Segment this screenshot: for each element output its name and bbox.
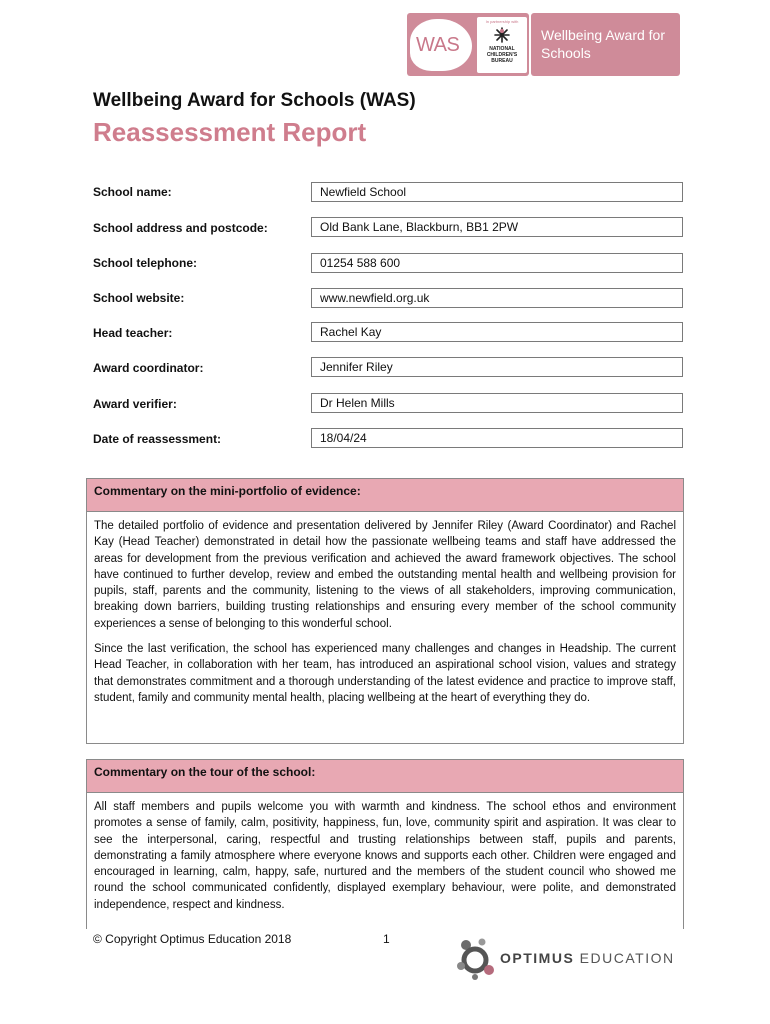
document-subtitle: Reassessment Report: [93, 117, 367, 147]
school-tour-commentary-section: [86, 759, 684, 929]
school-address-label: School address and postcode:: [93, 221, 268, 235]
school-website-field: www.newfield.org.uk: [311, 288, 683, 308]
award-verifier-field: Dr Helen Mills: [311, 393, 683, 413]
copyright-notice: © Copyright Optimus Education 2018: [93, 932, 292, 946]
partner-name: NATIONAL CHILDREN'S BUREAU: [486, 46, 518, 64]
reassessment-date-label: Date of reassessment:: [93, 432, 222, 446]
portfolio-commentary-paragraph: Since the last verification, the school has experienced many challenges and changes in Headship. The current Head Teacher, in collaboration with her team, has introduced an aspirational school vision, values and strategy that demonstrates commitment and a thorough understanding of the latest evidence and practice to improve staff, student, family and community mental health, placing wellbeing at the heart of everything they do.: [94, 643, 676, 704]
head-teacher-label: Head teacher:: [93, 326, 173, 340]
wellbeing-award-logo: [531, 13, 680, 76]
portfolio-commentary-body: [87, 512, 683, 706]
school-website-label: School website:: [93, 291, 185, 305]
ncb-partner-logo: [477, 17, 527, 73]
school-name-label: School name:: [93, 185, 172, 199]
award-verifier-label: Award verifier:: [93, 397, 177, 411]
optimus-wordmark-rest: EDUCATION: [579, 950, 675, 966]
was-logo-text: WAS: [416, 34, 460, 56]
portfolio-commentary-paragraph: The detailed portfolio of evidence and presentation delivered by Jennifer Riley (Award Coordinator) and Rachel Kay (Head Teacher) demonstrated in detail how the passionate wellbeing teams and staff have addressed the areas for development from the previous verification and achieved the award framework objectives. The school have continued to further develop, review and embed the outstanding mental health and wellbeing provision for pupils, staff, parents and the community, listening to the views of all stakeholders, improving communication, breaking down barriers, building trusting relationships and ensuring every member of the school community experiences a sense of belonging to this wonderful school.: [94, 520, 676, 630]
award-coordinator-label: Award coordinator:: [93, 361, 204, 375]
award-logo-title: Wellbeing Award for Schools: [541, 27, 665, 61]
optimus-logo-icon: [455, 936, 499, 982]
optimus-education-wordmark: [500, 950, 675, 966]
document-title: Wellbeing Award for Schools (WAS): [93, 90, 416, 111]
reassessment-date-field: 18/04/24: [311, 428, 683, 448]
school-tour-commentary-heading: Commentary on the tour of the school:: [87, 760, 683, 793]
partner-label: In partnership with: [485, 19, 519, 24]
page-number: 1: [383, 932, 390, 946]
portfolio-commentary-section: [86, 478, 684, 744]
ncb-star-icon: [494, 27, 510, 43]
was-logo: [407, 13, 529, 76]
school-tour-commentary-body: [87, 793, 683, 913]
school-address-field: Old Bank Lane, Blackburn, BB1 2PW: [311, 217, 683, 237]
school-telephone-label: School telephone:: [93, 256, 198, 270]
portfolio-commentary-heading: Commentary on the mini-portfolio of evidence:: [87, 479, 683, 512]
head-teacher-field: Rachel Kay: [311, 322, 683, 342]
school-name-field: Newfield School: [311, 182, 683, 202]
optimus-wordmark-bold: OPTIMUS: [500, 950, 575, 966]
school-tour-commentary-paragraph: All staff members and pupils welcome you with warmth and kindness. The school ethos and environment promotes a sense of family, calm, positivity, happiness, fun, love, community spirit and aspiration. It was clear to see the interpersonal, caring, respectful and trusting relationships between staff, pupils and parents, demonstrating a family atmosphere where everyone knows and supports each other. Children were engaged and encouraged in learning, calm, happy, safe, nurtured and the members of the student council who showed me round the school communicated confidently, displayed exemplary behaviour, were polite, and demonstrated independence, respect and kindness.: [94, 801, 676, 911]
award-coordinator-field: Jennifer Riley: [311, 357, 683, 377]
school-telephone-field: 01254 588 600: [311, 253, 683, 273]
